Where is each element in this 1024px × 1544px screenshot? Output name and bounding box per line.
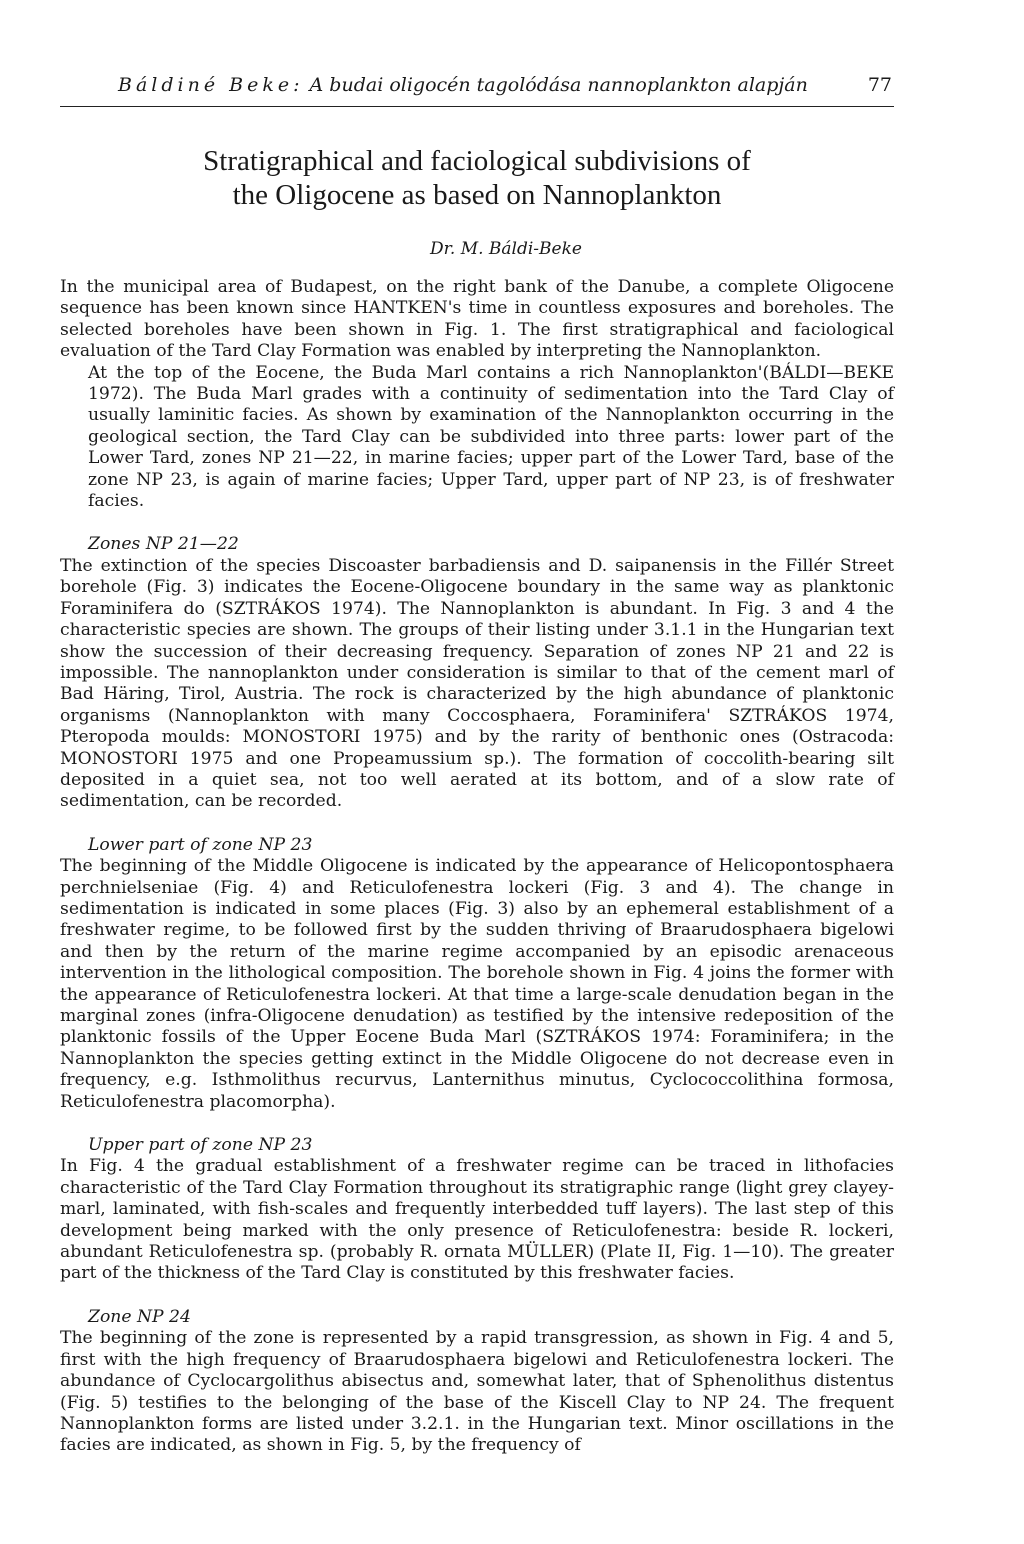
header-authors: Báldiné Beke: (118, 74, 304, 96)
section-zone-np24 (60, 1307, 894, 1457)
section-body: The beginning of the zone is represented by a rapid transgression, as shown in Fig. 4 and 5, first with the high frequency of Braarudosphaera bigelowi and Reticulofenestra lockeri. The abundance of Cyclocargolithus abisectus and, somewhat later, that of Sphenolithus distentus (Fig. 5) testifies to the belonging of the base of the Kiscell Clay to NP 24. The frequent Nannoplankton forms are listed under 3.2.1. in the Hungarian text. Minor oscillations in the facies are indicated, as shown in Fig. 5, by the frequency of (60, 1328, 894, 1456)
page (60, 70, 894, 1457)
section-body: In Fig. 4 the gradual establishment of a freshwater regime can be traced in lithofacies characteristic of the Tard Clay Formation throughout its stratigraphic range (light grey clayey-marl, laminated, with fish-scales and frequently interbedded tuff layers). The last step of this development being marked with the only presence of Reticulofenestra: beside R. lockeri, abundant Reticulofenestra sp. (probably R. ornata MÜLLER) (Plate II, Fig. 1—10). The greater part of the thickness of the Tard Clay is constituted by this freshwater facies. (60, 1156, 894, 1284)
section-heading: Lower part of zone NP 23 (88, 834, 313, 855)
section-upper-np23 (60, 1135, 894, 1285)
section-heading: Zones NP 21—22 (88, 534, 239, 555)
section-body: The beginning of the Middle Oligocene is indicated by the appearance of Helicopontosphaera perchnielseniae (Fig. 4) and Reticulofenestra lockeri (Fig. 3 and 4). The change in sedimentation is indicated in some places (Fig. 3) also by an ephemeral establishment of a freshwater regime, to be followed first by the sudden thriving of Braarudosphaera bigelowi and then by the return of the marine regime accompanied by an episodic arenaceous intervention in the lithological composition. The borehole shown in Fig. 4 joins the former with the appearance of Reticulofenestra lockeri. At that time a large-scale denudation began in the marginal zones (infra-Oligocene denudation) as testified by the intensive redeposition of the planktonic fossils of the Upper Eocene Buda Marl (SZTRÁKOS 1974: Foraminifera; in the Nannoplankton the species getting extinct in the Middle Oligocene do not decrease even in frequency, e.g. Isthmolithus recurvus, Lanternithus minutus, Cyclococcolithina formosa, Reticulofenestra placomorpha). (60, 856, 894, 1112)
section-heading: Zone NP 24 (88, 1306, 191, 1327)
running-header-text (118, 74, 808, 96)
section-body: The extinction of the species Discoaster barbadiensis and D. saipanensis in the Fillér Street borehole (Fig. 3) indicates the Eocene-Oligocene boundary in the same way as planktonic Foraminifera do (SZTRÁKOS 1974). The Nannoplankton is abundant. In Fig. 3 and 4 the characteristic species are shown. The groups of their listing under 3.1.1 in the Hungarian text show the succession of their decreasing frequency. Separation of zones NP 21 and 22 is impossible. The nannoplankton under consideration is similar to that of the cement marl of Bad Häring, Tirol, Austria. The rock is characterized by the high abundance of planktonic organisms (Nannoplankton with many Coccosphaera, Foraminifera' SZTRÁKOS 1974, Pteropoda moulds: MONOSTORI 1975) and by the rarity of benthonic ones (Ostracoda: MONOSTORI 1975 and one Propeamussium sp.). The formation of coccolith-bearing silt deposited in a quiet sea, not too well aerated at its bottom, and of a slow rate of sedimentation, can be recorded. (60, 555, 894, 812)
article-author: Dr. M. Báldi-Beke (430, 239, 582, 259)
header-journal-title: A budai oligocén tagolódása nannoplankton alapján (309, 74, 808, 96)
page-number: 77 (867, 74, 892, 96)
article-title (120, 144, 834, 212)
section-lower-np23 (60, 835, 894, 1113)
article-title-line-2: the Oligocene as based on Nannoplankton (232, 179, 722, 211)
article-title-line-1: Stratigraphical and faciological subdivisions of (203, 145, 751, 177)
section-zones-np21-22 (60, 534, 894, 812)
intro-paragraph-1: In the municipal area of Budapest, on the right bank of the Danube, a complete Oligocene sequence has been known since HANTKEN's time in countless exposures and boreholes. The selected boreholes have been shown in Fig. 1. The first stratigraphical and faciological evaluation of the Tard Clay Formation was enabled by interpreting the Nannoplankton. (60, 277, 894, 362)
running-header (60, 70, 894, 107)
intro-paragraph-2: At the top of the Eocene, the Buda Marl contains a rich Nannoplankton'(BÁLDI—BEKE 1972). The Buda Marl grades with a continuity of sedimentation into the Tard Clay of usually laminitic facies. As shown by examination of the Nannoplankton occurring in the geological section, the Tard Clay can be subdivided into three parts: lower part of the Lower Tard, zones NP 21—22, in marine facies; upper part of the Lower Tard, base of the zone NP 23, is again of marine facies; Upper Tard, upper part of NP 23, is of freshwater facies. (88, 362, 894, 512)
section-heading: Upper part of zone NP 23 (88, 1135, 313, 1156)
